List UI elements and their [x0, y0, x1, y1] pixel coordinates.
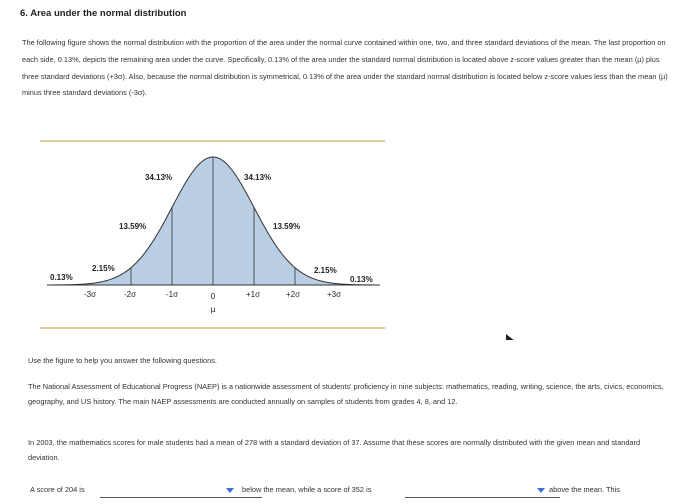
- pct-tail-left: 0.13%: [50, 273, 73, 282]
- axis-label-m3: -3σ: [83, 290, 97, 299]
- answer-prefix: A score of 204 is: [30, 485, 85, 494]
- scores-paragraph: In 2003, the mathematics scores for male students had a mean of 278 with a standard deviation of 37. Assume that these scores are normally distributed with the given mean and standard deviation.: [28, 438, 641, 462]
- axis-label-m2: -2σ: [123, 290, 137, 299]
- sigma-lines: [90, 157, 336, 285]
- axis-label-p1: +1σ: [245, 290, 261, 299]
- answer-middle: below the mean, while a score of 352 is: [242, 485, 372, 494]
- pct-34-right: 34.13%: [244, 173, 272, 182]
- dropdown-score-204[interactable]: [100, 485, 262, 498]
- pct-13-right: 13.59%: [273, 222, 301, 231]
- pct-34-left: 34.13%: [145, 173, 173, 182]
- axis-label-m1: -1σ: [165, 290, 179, 299]
- naep-paragraph: The National Assessment of Educational Progress (NAEP) is a nationwide assessment of students' proficiency in nine subjects: mathematics, reading, writing, science, the arts, civics, economics, geography, and US history. The main NAEP assessments are conducted annually on samples of students from grades 4, 8, and 12.: [28, 382, 664, 406]
- pct-2-left: 2.15%: [92, 264, 115, 273]
- dropdown-score-352[interactable]: [405, 485, 560, 498]
- question-title: 6. Area under the normal distribution: [20, 8, 187, 19]
- axis-label-p2: +2σ: [285, 290, 301, 299]
- use-figure-instruction: Use the figure to help you answer the following questions.: [28, 356, 217, 365]
- axis-label-p3: +3σ: [326, 290, 342, 299]
- chevron-down-icon: [226, 488, 234, 493]
- cursor-icon: [506, 334, 515, 340]
- mean-label: µ: [210, 305, 216, 314]
- pct-tail-right: 0.13%: [350, 275, 373, 284]
- chevron-down-icon: [537, 488, 545, 493]
- pct-13-left: 13.59%: [119, 222, 147, 231]
- pct-2-right: 2.15%: [314, 266, 337, 275]
- axis-label-0: 0: [210, 292, 216, 301]
- answer-suffix: above the mean. This: [549, 485, 620, 494]
- intro-paragraph: The following figure shows the normal distribution with the proportion of the area under the normal curve contained within one, two, and three standard deviations of the mean. The last proportion on each side, 0.13%, depicts the remaining area under the curve. Specifically, 0.13% of the area under the standard normal distribution is located above z-score values greater than the mean (µ) plus three standard deviations (+3σ). Also, because the normal distribution is symmetrical, 0.13% of the area under the standard normal distribution is located below z-score values less than the mean (µ) minus three standard deviations (-3σ).: [22, 38, 668, 98]
- answer-row: [28, 485, 668, 499]
